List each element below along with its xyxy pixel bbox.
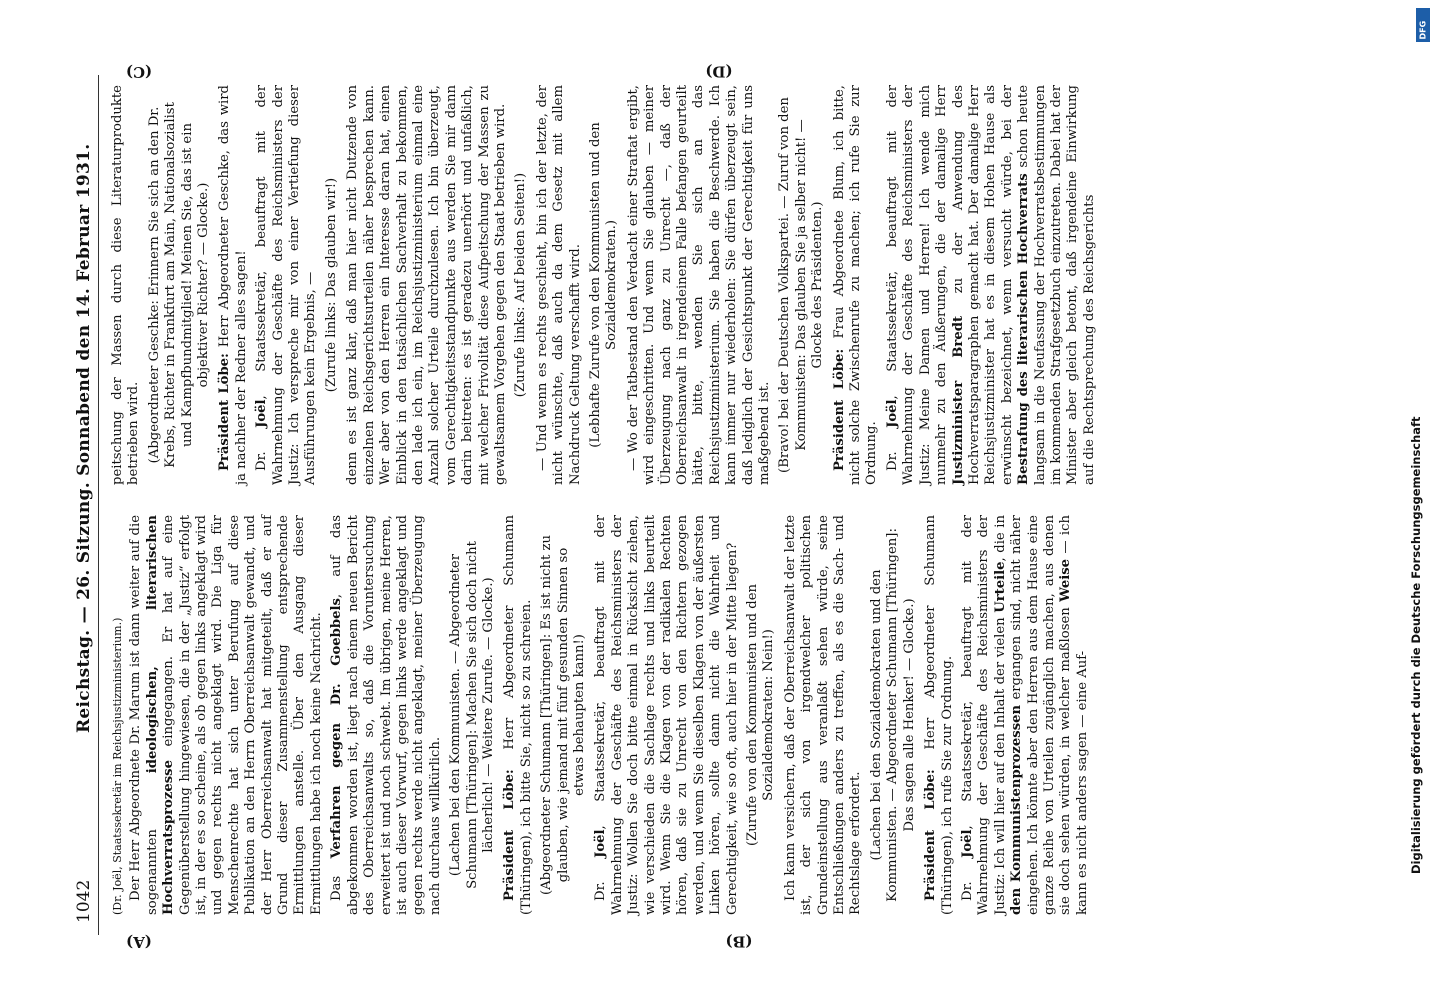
margin-letter-d: (D): [705, 62, 733, 81]
right-column: [110, 85, 1102, 485]
right-column-paragraph: (Zurufe links: Auf beiden Seiten!): [513, 172, 529, 398]
left-column-paragraph: Der Herr Abgeordnete Dr. Marum ist dann weiter auf die sogenannten ideologischen, literarischen Hochverratsprozesse eingegangen. Er hat auf eine Gegenüberstellung hingewiesen, die in der „Justiz“ erfolgt ist, in der es so scheine, als ob gegen links angeklagt wird und gegen rechts nicht angeklagt wird. Die Liga für Menschenrechte hat sich unter Berufung auf diese Publikation an den Herrn Oberreichsanwalt gewandt, und der Herr Oberreichsanwalt hat mitgeteilt, daß er auf Grund dieser Zusammenstellung entsprechende Ermittlungen anstelle. Über den Ausgang dieser Ermittlungen habe ich noch keine Nachricht.: [128, 515, 324, 915]
page-number: 1042: [74, 879, 94, 923]
left-column-paragraph: Das Verfahren gegen Dr. Goebbels, auf das abgekommen worden ist, liegt nach einem neuen Bericht des Oberreichsanwalts so, daß die Voruntersuchung erweitert ist und noch schwebt. Im übrigen, meine Herren, ist auch dieser Vorwurf, gegen links werde angeklagt und gegen rechts werde nicht angeklagt, meiner Überzeugung nach durchaus willkürlich.: [329, 514, 443, 915]
left-column-paragraph: Ich kann versichern, daß der Oberreichsanwalt der letzte ist, der sich von irgendwelcher politischen Grundeinstellung aus veranlaßt sehen würde, seine Entschließungen anders zu treffen, als es die Sach- und Rechtslage erfordert.: [782, 515, 864, 915]
left-column-paragraph: (Lachen bei den Sozialdemokraten und den Kommunisten. — Abgeordneter Schumann [Thüringen]: Das sagen alle Henker! — Glocke.): [868, 528, 917, 902]
right-column-paragraph: (Lebhafte Zurufe von den Kommunisten und den Sozialdemokraten.): [587, 122, 620, 448]
header-rule: [98, 75, 99, 935]
right-column-paragraph: — Wo der Tatbestand den Verdacht einer Straftat ergibt, wird eingeschritten. Und wenn Sie glauben — meiner Überzeugung nach ganz zu Unrecht —, daß der Oberreichsanwalt in irgendeinem Falle befangen geurteilt hätte, bitte, wenden Sie sich an das Reichsjustizministerium. Sie haben die Beschwerde. Ich kann immer nur wiederholen: Sie dürfen überzeugt sein, daß lediglich der Gesichtspunkt der Gerechtigkeit für uns maßgebend ist.: [625, 85, 773, 485]
digitization-note: [1406, 14, 1430, 874]
running-head: [70, 87, 98, 923]
right-column-paragraph: Präsident Löbe: Herr Abgeordneter Geschke, das wird ja nachher der Redner alles sagen!: [217, 85, 249, 485]
left-column-paragraph: (Zurufe von den Kommunisten und den Sozialdemokraten: Nein!): [745, 583, 777, 847]
right-column-paragraph: (Abgeordneter Geschke: Erinnern Sie sich an den Dr. Krebs, Richter in Frankfurt am Main, Nationalsozialist und Kampfbundmitglied! Meinen Sie, das ist ein objektiver Richter? — Glocke.): [146, 102, 212, 468]
left-column-paragraph: (Abgeordneter Schumann [Thüringen]: Es ist nicht zu glauben, wie jemand mit fünf gesunden Sinnen so etwas behaupten kann!): [539, 535, 587, 895]
left-column-paragraph: (Dr. Joël, Staatssekretär im Reichsjustizministerium.): [111, 617, 124, 915]
left-column-paragraph: Präsident Löbe: Herr Abgeordneter Schumann (Thüringen), ich rufe Sie zur Ordnung.: [923, 515, 955, 915]
margin-letter-a: (A): [126, 933, 152, 952]
left-column-paragraph: (Lachen bei den Kommunisten. — Abgeordneter Schumann [Thüringen]: Machen Sie sich doch nicht lächerlich! — Weitere Zurufe. — Glocke.): [448, 541, 496, 889]
margin-letter-b: (B): [725, 932, 753, 951]
reichstag-page: [70, 62, 1420, 952]
dfg-logo: [1416, 8, 1430, 42]
left-column-paragraph: Dr. Joël, Staatssekretär, beauftragt mit der Wahrnehmung der Geschäfte des Reichsministers der Justiz: Wollen Sie doch bitte einmal in Rücksicht ziehen, wie verschieden die Sachlage rechts und links beurteilt wird. Wenn Sie die Klagen von der radikalen Rechten hören, daß sie zu Unrecht von den Richtern gezogen werden, und wenn Sie dieselben Klagen von der äußersten Linken hören, sollte dann nicht die Wahrheit und Gerechtigkeit, wie so oft, auch hier in der Mitte liegen?: [593, 514, 740, 915]
right-column-paragraph: — Und wenn es rechts geschieht, bin ich der letzte, der nicht wünschte, daß auch da dem Gesetz mit allem Nachdruck Geltung verschafft wird.: [534, 85, 583, 485]
right-column-paragraph: (Zurufe links: Das glauben wir!): [323, 177, 339, 393]
digitization-note-text: Digitalisierung gefördert durch die Deutsche Forschungsgemeinschaft: [1409, 416, 1423, 874]
right-column-paragraph: (Bravo! bei der Deutschen Volkspartei. — Zuruf von den Kommunisten: Das glauben Sie ja selber nicht! — Glocke des Präsidenten.): [777, 97, 826, 473]
left-column-paragraph: Präsident Löbe: Herr Abgeordneter Schumann (Thüringen), ich bitte Sie, nicht so zu schreien.: [502, 515, 534, 915]
right-column-paragraph: Präsident Löbe: Frau Abgeordnete Blum, ich bitte, nicht solche Zwischenrufe zu machen; ich rufe Sie zur Ordnung.: [831, 85, 880, 485]
right-column-paragraph: denn es ist ganz klar, daß man hier nicht Dutzende von einzelnen Reichsgerichtsurteilen näher besprechen kann. Wer aber von den Herren ein Interesse daran hat, einen Einblick in den tatsächlichen Sachverhalt zu bekommen, den lade ich ein, im Reichsjustizministerium einmal eine Anzahl solcher Urteile durchzulesen. Ich bin überzeugt, vom Gerechtigkeitsstandpunkte aus werden Sie mir dann darin beitreten: es ist geradezu unerhört und unfaßlich, mit welcher Frivolität diese Aufpeitschung der Massen zu gewaltsamem Vorgehen gegen den Staat betrieben wird.: [345, 85, 508, 485]
left-column-paragraph: Dr. Joël, Staatssekretär, beauftragt mit der Wahrnehmung der Geschäfte des Reichsministers der Justiz: Ich will hier auf den Inhalt der vielen Urteile, die in den Kommunistenprozessen ergangen sind, nicht näher eingehen. Ich könnte aber den Herren aus dem Hause eine ganze Reihe von Urteilen zugänglich machen, aus denen sie doch sehen würden, in welcher maßlosen Weise — ich kann es nicht anders sagen — eine Auf-: [959, 514, 1090, 915]
right-column-paragraph: Dr. Joël, Staatssekretär, beauftragt mit der Wahrnehmung der Geschäfte des Reichsministers der Justiz: Ich verspreche mir von einer Vertiefung dieser Ausführungen kein Ergebnis, —: [254, 84, 319, 485]
page-header-title: Reichstag. — 26. Sitzung. Sonnabend den 14. Februar 1931.: [74, 143, 94, 733]
right-column-paragraph: Dr. Joël, Staatssekretär, beauftragt mit der Wahrnehmung der Geschäfte des Reichsministers der Justiz: Meine Damen und Herren! Ich wende mich nunmehr zu den Äußerungen, die der damalige Herr Justizminister Bredt zu der Anwendung des Hochverratsparagraphen gemacht hat. Der damalige Herr Reichsjustizminister hat es in diesem Hohen Hause als erwünscht bezeichnet, wenn versucht würde, bei der Bestrafung des literarischen Hochverrats schon heute langsam in die Neufassung der Hochverratsbestimmungen im kommenden Strafgesetzbuch einzutreten. Dabei hat der Minister aber gleich betont, daß irgendeine Einwirkung auf die Rechtsprechung des Reichsgerichts: [884, 84, 1097, 485]
right-column-paragraph: peitschung der Massen durch diese Literaturprodukte betrieben wird.: [110, 85, 142, 485]
dfg-logo-text: DFG: [1418, 20, 1428, 40]
left-column: [110, 515, 1095, 915]
margin-letter-c: (C): [125, 62, 153, 81]
